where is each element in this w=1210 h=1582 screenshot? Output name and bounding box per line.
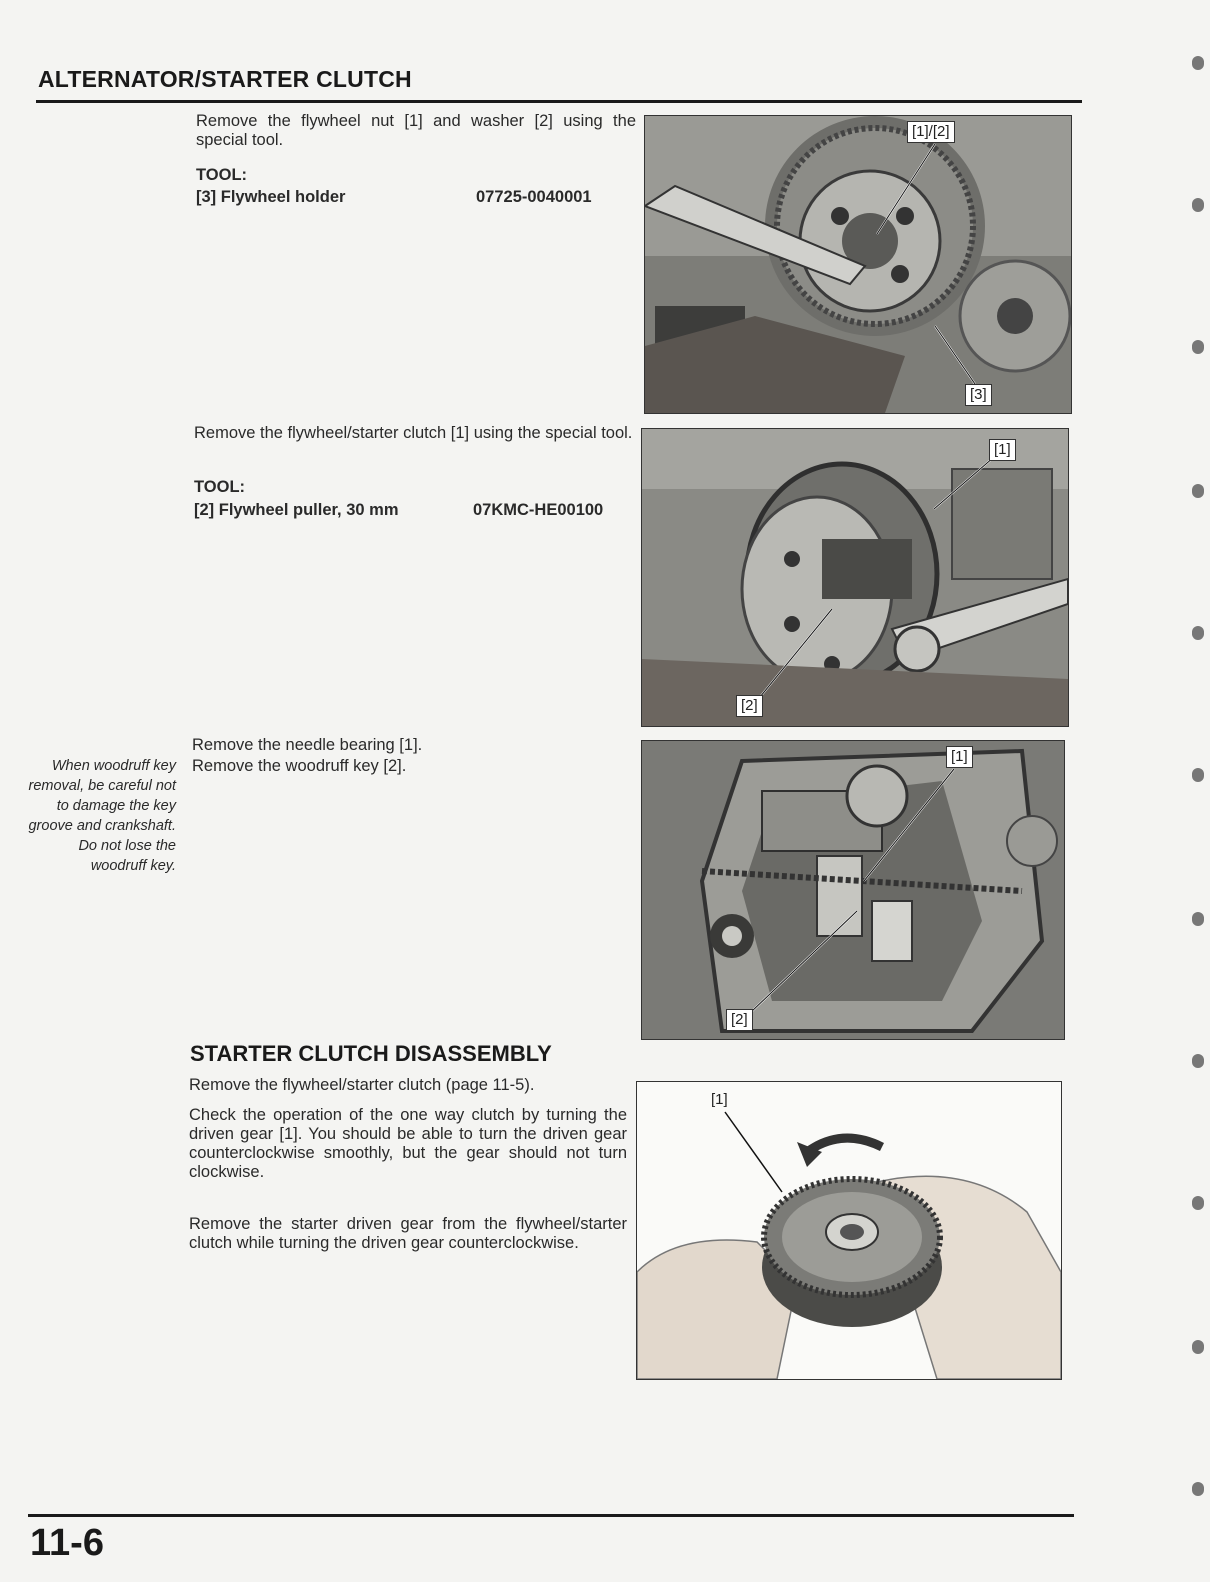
step1-tool-heading: TOOL: bbox=[196, 166, 248, 184]
callout-flywheel-puller: [2] bbox=[736, 695, 763, 717]
binding-mark bbox=[1192, 198, 1204, 212]
binding-mark bbox=[1192, 912, 1204, 926]
photo-flywheel-nut-removal bbox=[644, 115, 1072, 414]
disassembly-p3: Remove the starter driven gear from the flywheel/starter clutch while turning the driven gear counterclockwise. bbox=[189, 1215, 627, 1252]
binding-mark bbox=[1192, 1340, 1204, 1354]
binding-mark bbox=[1192, 1054, 1204, 1068]
disassembly-heading: STARTER CLUTCH DISASSEMBLY bbox=[190, 1041, 552, 1066]
disassembly-p2: Check the operation of the one way clutch by turning the driven gear [1]. You should be able to turn the driven gear counterclockwise smoothly, but the gear should not turn clockwise. bbox=[189, 1106, 627, 1181]
binding-mark bbox=[1192, 1196, 1204, 1210]
step1-tool-number: 07725-0040001 bbox=[476, 188, 592, 206]
binding-mark bbox=[1192, 484, 1204, 498]
step2-tool-name: [2] Flywheel puller, 30 mm bbox=[194, 501, 399, 519]
engine-photo-1 bbox=[645, 116, 1071, 413]
photo-driven-gear bbox=[636, 1081, 1062, 1380]
disassembly-p1: Remove the flywheel/starter clutch (page 11-5). bbox=[189, 1076, 535, 1094]
step2-tool-number: 07KMC-HE00100 bbox=[473, 501, 604, 519]
binding-mark bbox=[1192, 340, 1204, 354]
step1-text: Remove the flywheel nut [1] and washer [2] using the special tool. bbox=[196, 112, 636, 149]
footer-rule bbox=[28, 1514, 1074, 1517]
binding-mark bbox=[1192, 626, 1204, 640]
header-rule bbox=[36, 100, 1082, 103]
step1-tool-name: [3] Flywheel holder bbox=[196, 188, 346, 206]
photo-flywheel-puller bbox=[641, 428, 1069, 727]
photo-needle-bearing-woodruff bbox=[641, 740, 1065, 1040]
callout-needle-bearing: [1] bbox=[946, 746, 973, 768]
binding-mark bbox=[1192, 768, 1204, 782]
binding-mark bbox=[1192, 1482, 1204, 1496]
step3-line1: Remove the needle bearing [1]. bbox=[192, 736, 423, 754]
step3-line2: Remove the woodruff key [2]. bbox=[192, 757, 407, 775]
binding-mark bbox=[1192, 56, 1204, 70]
callout-driven-gear: [1] bbox=[711, 1091, 728, 1108]
callout-flywheel-clutch: [1] bbox=[989, 439, 1016, 461]
page-number: 11-6 bbox=[30, 1522, 104, 1564]
side-note-woodruff: When woodruff key removal, be careful not to damage the key groove and crankshaft. Do not lose the woodruff key. bbox=[28, 758, 176, 874]
engine-photo-2 bbox=[642, 429, 1068, 726]
step2-tool-heading: TOOL: bbox=[194, 478, 246, 496]
engine-photo-3 bbox=[642, 741, 1064, 1039]
callout-nut-washer: [1]/[2] bbox=[907, 121, 955, 143]
step2-text: Remove the flywheel/starter clutch [1] using the special tool. bbox=[194, 424, 633, 442]
callout-woodruff-key: [2] bbox=[726, 1009, 753, 1031]
gear-photo bbox=[637, 1082, 1061, 1379]
page-title: ALTERNATOR/STARTER CLUTCH bbox=[38, 66, 412, 92]
callout-flywheel-holder: [3] bbox=[965, 384, 992, 406]
